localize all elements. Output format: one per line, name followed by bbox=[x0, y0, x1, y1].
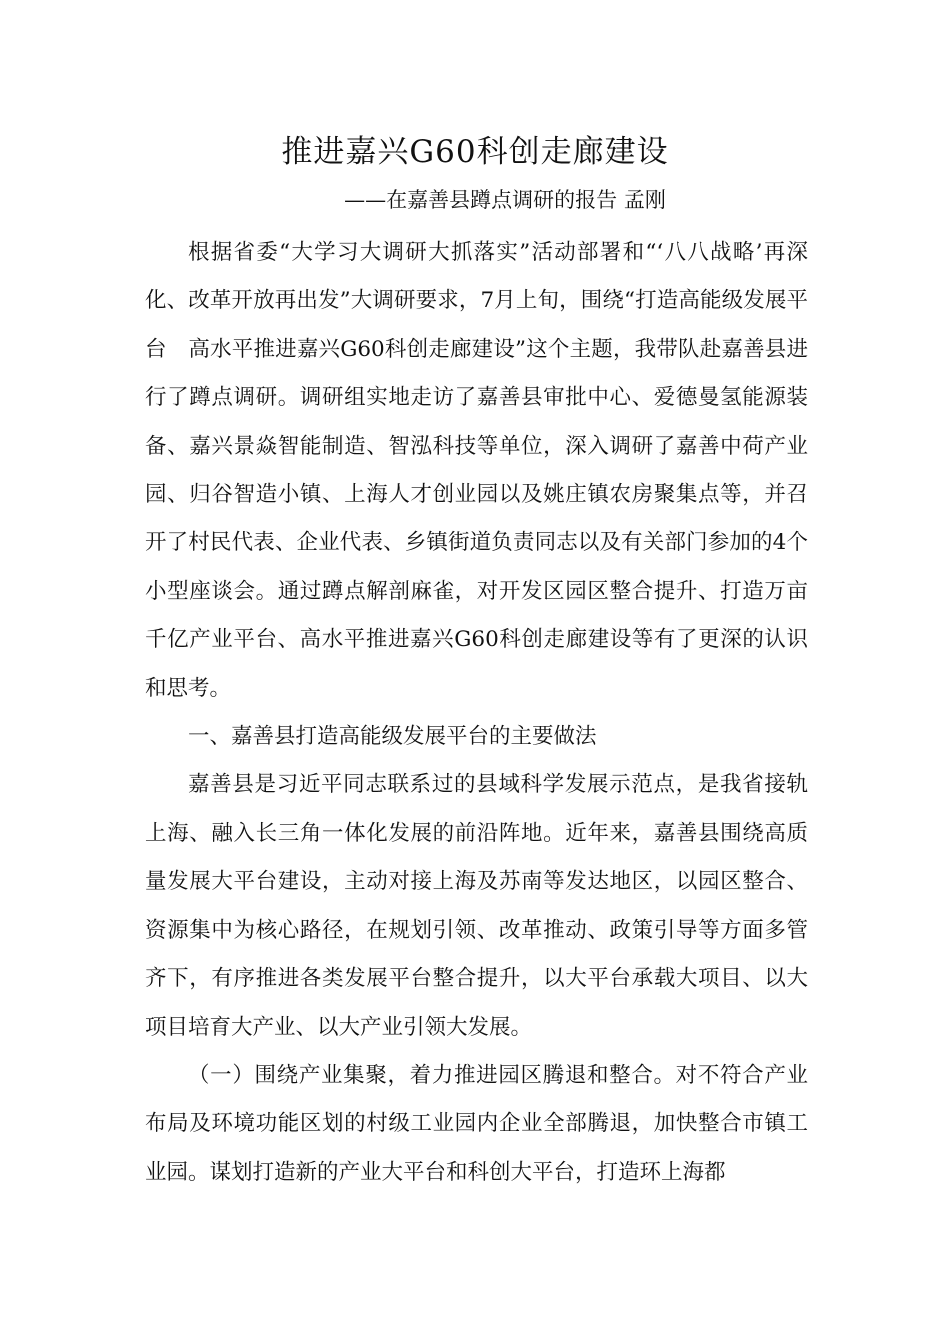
paragraph-overview: 嘉善县是习近平同志联系过的县域科学发展示范点，是我省接轨上海、融入长三角一体化发展的前沿阵地。近年来，嘉善县围绕高质量发展大平台建设，主动对接上海及苏南等发达地区，以园区整合、资源集中为核心路径，在规划引领、改革推动、政策引导等方面多管齐下，有序推进各类发展平台整合提升，以大平台承载大项目、以大项目培育大产业、以大产业引领大发展。 bbox=[145, 772, 808, 1040]
document-body bbox=[145, 229, 808, 1197]
document-subtitle: ——在嘉善县蹲点调研的报告 孟刚 bbox=[344, 188, 666, 212]
document-title: 推进嘉兴G60科创走廊建设 bbox=[281, 134, 669, 170]
paragraph-intro: 根据省委“大学习大调研大抓落实”活动部署和“‘八八战略’再深化、改革开放再出发”大调研要求，7月上旬，围绕“打造高能级发展平台 高水平推进嘉兴G60科创走廊建设”这个主题，我带队赴嘉善县进行了蹲点调研。调研组实地走访了嘉善县审批中心、爱德曼氢能源装备、嘉兴景焱智能制造、智泓科技等单位，深入调研了嘉善中荷产业园、归谷智造小镇、上海人才创业园以及姚庄镇农房聚集点等，并召开了村民代表、企业代表、乡镇街道负责同志以及有关部门参加的4个小型座谈会。通过蹲点解剖麻雀，对开发区园区整合提升、打造万亩千亿产业平台、高水平推进嘉兴G60科创走廊建设等有了更深的认识和思考。 bbox=[145, 240, 808, 701]
section-heading-1: 一、嘉善县打造高能级发展平台的主要做法 bbox=[188, 724, 597, 750]
paragraph-subsection-1: （一）围绕产业集聚，着力推进园区腾退和整合。对不符合产业布局及环境功能区划的村级工业园内企业全部腾退，加快整合市镇工业园。谋划打造新的产业大平台和科创大平台，打造环上海都 bbox=[145, 1062, 808, 1185]
